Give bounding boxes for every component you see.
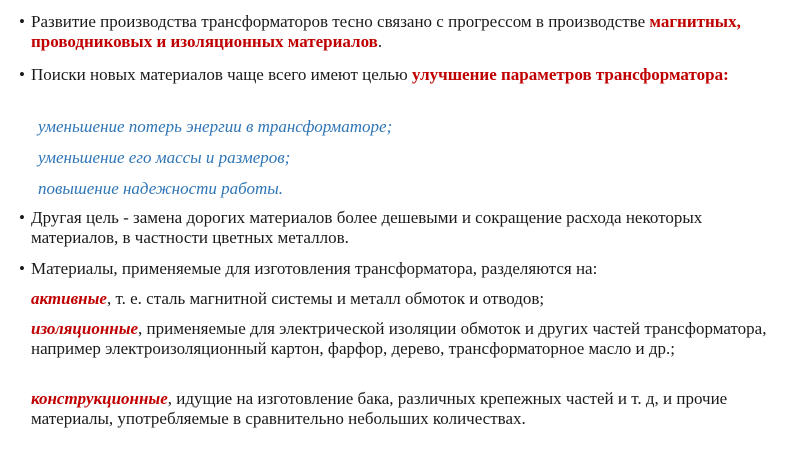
text: уменьшение его массы и размеров; (38, 148, 291, 167)
emphasis-text: улучшение параметров трансформатора: (412, 65, 729, 84)
bullet-icon: • (19, 208, 25, 227)
paragraph-text (31, 65, 782, 85)
goal-text (38, 117, 782, 137)
paragraph-text: Материалы, применяемые для изготовления трансформатора, разделяются на: (31, 259, 598, 278)
paragraph-text: Другая цель - замена дорогих материалов более дешевыми и сокращение расхода некоторых материалов, в частности цветных металлов. (31, 208, 703, 247)
category-term: конструкционные (31, 389, 168, 408)
bullet-icon: • (19, 12, 25, 31)
bullet-icon: • (19, 259, 25, 278)
category-text (31, 319, 782, 359)
text: уменьшение потерь энергии в трансформаторе; (38, 117, 393, 136)
category-term: изоляционные (31, 319, 139, 338)
bullet-icon: • (19, 65, 25, 84)
category-description: , идущие на изготовление бака, различных крепежных частей и т. д, и прочие материалы, употребляемые в сравнительно небольших количествах. (31, 389, 728, 428)
goal-text (38, 148, 782, 168)
emphasis-text: магнитных, проводниковых и изоляционных материалов (31, 12, 741, 51)
text: . (377, 32, 383, 51)
text: повышение надежности работы. (38, 179, 284, 198)
goal-text (38, 179, 782, 199)
paragraph-text (31, 12, 782, 52)
category-term: активные (31, 289, 107, 308)
category-text (31, 389, 782, 429)
category-text (31, 289, 782, 309)
text: Развитие производства трансформаторов тесно связано с прогрессом в производстве (31, 12, 650, 31)
category-description: , т. е. сталь магнитной системы и металл обмоток и отводов; (106, 289, 545, 308)
category-description: , применяемые для электрической изоляции обмоток и других частей трансформатора, например электроизоляционный картон, фарфор, дерево, трансформаторное масло и др.; (31, 319, 767, 358)
text: Поиски новых материалов чаще всего имеют целью (31, 65, 412, 84)
